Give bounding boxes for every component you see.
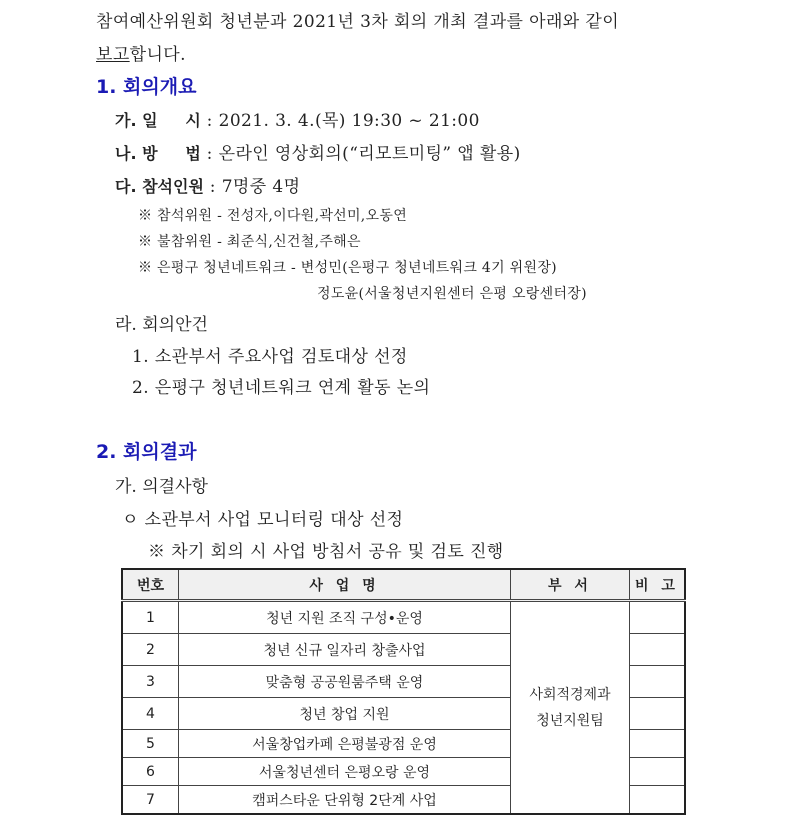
header-number: 번호 bbox=[122, 569, 179, 601]
agenda-item-1: 1. 소관부서 주요사업 검토대상 선정 bbox=[132, 347, 408, 367]
note-network: ※ 은평구 청년네트워크 - 변성민(은평구 청년네트워크 4기 위원장) bbox=[138, 260, 557, 276]
overview-item-attendance bbox=[115, 172, 300, 197]
cell-number: 1 bbox=[122, 601, 179, 634]
intro-line-2-rest: 합니다. bbox=[129, 45, 186, 65]
cell-remarks bbox=[630, 698, 686, 730]
project-table bbox=[121, 568, 686, 815]
cell-remarks bbox=[630, 601, 686, 634]
cell-number: 6 bbox=[122, 758, 179, 786]
cell-project-name: 청년 신규 일자리 창출사업 bbox=[179, 634, 511, 666]
department-name: 사회적경제과 bbox=[529, 686, 611, 703]
cell-number: 3 bbox=[122, 666, 179, 698]
overview-label-date: 가. 일 시 bbox=[115, 111, 201, 130]
section-2-heading: 2. 회의결과 bbox=[96, 441, 197, 463]
intro-underlined-word: 보고 bbox=[96, 45, 130, 65]
cell-number: 5 bbox=[122, 730, 179, 758]
cell-number: 4 bbox=[122, 698, 179, 730]
header-department: 부 서 bbox=[511, 569, 630, 601]
cell-project-name: 서울창업카페 은평불광점 운영 bbox=[179, 730, 511, 758]
header-project-name: 사 업 명 bbox=[179, 569, 511, 601]
overview-item-date bbox=[115, 106, 480, 131]
overview-sep: : bbox=[203, 177, 222, 197]
cell-remarks bbox=[630, 666, 686, 698]
overview-value-date: 2021. 3. 4.(목) 19:30 ~ 21:00 bbox=[218, 111, 480, 131]
resolution-note: ※ 차기 회의 시 사업 방침서 공유 및 검토 진행 bbox=[148, 542, 504, 562]
agenda-label: 라. 회의안건 bbox=[115, 315, 208, 335]
header-remarks: 비 고 bbox=[630, 569, 686, 601]
table-row bbox=[122, 601, 685, 634]
cell-project-name: 캠퍼스타운 단위형 2단계 사업 bbox=[179, 786, 511, 815]
overview-sep: : bbox=[200, 144, 219, 164]
overview-label-method: 나. 방 법 bbox=[115, 144, 201, 163]
intro-line-1: 참여예산위원회 청년분과 2021년 3차 회의 개최 결과를 아래와 같이 bbox=[96, 12, 620, 32]
cell-remarks bbox=[630, 786, 686, 815]
overview-value-attendance: 7명중 4명 bbox=[221, 177, 301, 197]
team-name: 청년지원팀 bbox=[536, 712, 604, 729]
resolution-label: 가. 의결사항 bbox=[115, 477, 208, 497]
note-absentees: ※ 불참위원 - 최준식,신건철,주해은 bbox=[138, 234, 361, 250]
cell-remarks bbox=[630, 758, 686, 786]
cell-remarks bbox=[630, 730, 686, 758]
cell-number: 7 bbox=[122, 786, 179, 815]
cell-remarks bbox=[630, 634, 686, 666]
overview-item-method bbox=[115, 139, 521, 164]
cell-project-name: 청년 창업 지원 bbox=[179, 698, 511, 730]
overview-value-method: 온라인 영상회의(“리모트미팅” 앱 활용) bbox=[218, 144, 521, 164]
agenda-item-2: 2. 은평구 청년네트워크 연계 활동 논의 bbox=[132, 378, 431, 398]
cell-number: 2 bbox=[122, 634, 179, 666]
table-header-row bbox=[122, 569, 685, 601]
cell-project-name: 서울청년센터 은평오랑 운영 bbox=[179, 758, 511, 786]
intro-line-2 bbox=[96, 40, 186, 65]
cell-project-name: 청년 지원 조직 구성•운영 bbox=[179, 601, 511, 634]
section-1-heading: 1. 회의개요 bbox=[96, 76, 197, 98]
resolution-bullet: ㅇ 소관부서 사업 모니터링 대상 선정 bbox=[122, 510, 404, 530]
note-attendees: ※ 참석위원 - 전성자,이다원,곽선미,오동연 bbox=[138, 208, 408, 224]
overview-label-attendance: 다. 참석인원 bbox=[115, 177, 204, 196]
note-network-continued: 정도윤(서울청년지원센터 은평 오랑센터장) bbox=[317, 286, 587, 302]
overview-sep: : bbox=[200, 111, 219, 131]
cell-project-name: 맞춤형 공공원룸주택 운영 bbox=[179, 666, 511, 698]
cell-department bbox=[511, 601, 630, 815]
